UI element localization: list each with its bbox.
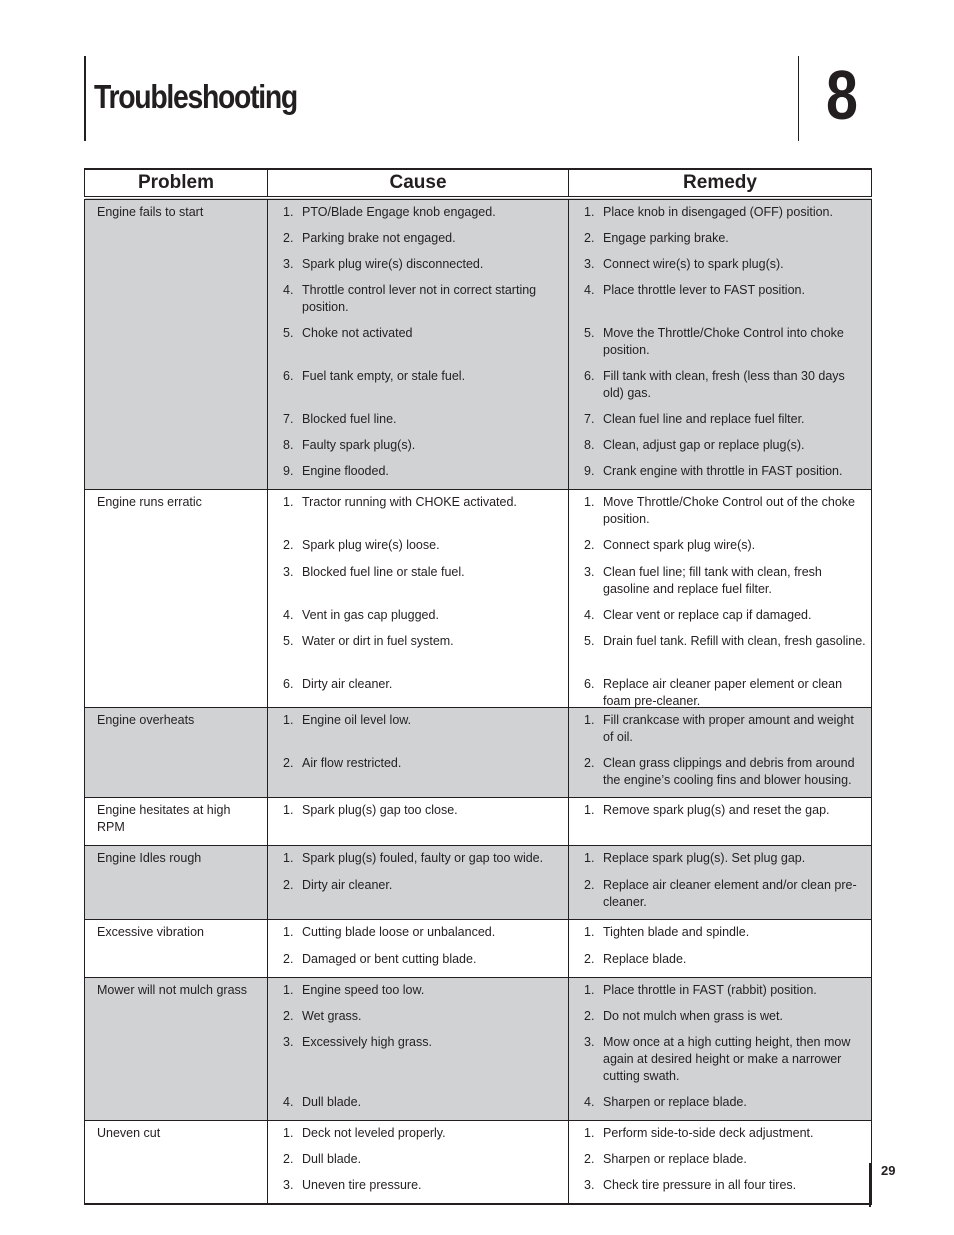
remedy-item <box>569 982 871 1008</box>
remedy-item <box>569 230 871 256</box>
problem-label: Mower will not mulch grass <box>97 983 248 997</box>
remedy-item-text: Clean fuel line; fill tank with clean, fresh gasoline and replace fuel filter. <box>603 565 822 596</box>
cause-item <box>268 607 568 633</box>
cause-item-text: Engine flooded. <box>302 464 389 478</box>
remedy-item <box>569 1008 871 1034</box>
item-number: 1. <box>283 983 294 997</box>
item-number: 2. <box>283 756 294 770</box>
table-row <box>85 1121 872 1205</box>
cause-item-text: Deck not leveled properly. <box>302 1126 446 1140</box>
remedy-cell <box>569 798 872 846</box>
problem-label: Uneven cut <box>97 1126 161 1140</box>
cause-cell <box>268 798 569 846</box>
column-header-cause: Cause <box>268 169 569 198</box>
item-number: 4. <box>283 608 294 622</box>
item-number: 5. <box>584 326 595 340</box>
remedy-item <box>569 204 871 230</box>
cause-item-text: Uneven tire pressure. <box>302 1178 422 1192</box>
cause-item-text: Damaged or bent cutting blade. <box>302 952 477 966</box>
remedy-item-text: Mow once at a high cutting height, then mow again at desired height or make a narrower cutting swath. <box>603 1035 851 1083</box>
remedy-item <box>569 1094 871 1117</box>
problem-cell <box>85 708 268 798</box>
item-number: 1. <box>283 1126 294 1140</box>
column-header-problem: Problem <box>85 169 268 198</box>
cause-item <box>268 1151 568 1177</box>
remedy-item-text: Place throttle in FAST (rabbit) position. <box>603 983 817 997</box>
cause-cell <box>268 490 569 708</box>
cause-item <box>268 411 568 437</box>
remedy-item-text: Move Throttle/Choke Control out of the choke position. <box>603 495 855 526</box>
cause-item <box>268 924 568 951</box>
item-number: 1. <box>283 803 294 817</box>
problem-cell <box>85 846 268 920</box>
table-row <box>85 708 872 798</box>
cause-item-text: Cutting blade loose or unbalanced. <box>302 925 496 939</box>
item-number: 1. <box>283 205 294 219</box>
remedy-item <box>569 368 871 411</box>
cause-item-text: Engine speed too low. <box>302 983 425 997</box>
item-number: 1. <box>283 495 294 509</box>
item-number: 1. <box>584 1126 595 1140</box>
item-number: 2. <box>283 538 294 552</box>
item-number: 7. <box>584 412 595 426</box>
cause-item <box>268 755 568 794</box>
item-number: 3. <box>584 1035 595 1049</box>
remedy-item-text: Clean fuel line and replace fuel filter. <box>603 412 805 426</box>
remedy-cell <box>569 1121 872 1205</box>
item-number: 6. <box>283 677 294 691</box>
problem-label: Engine hesitates at high RPM <box>97 803 231 834</box>
item-number: 6. <box>584 369 595 383</box>
remedy-item-text: Connect spark plug wire(s). <box>603 538 756 552</box>
problem-label: Engine runs erratic <box>97 495 202 509</box>
cause-item-text: Air flow restricted. <box>302 756 402 770</box>
problem-label: Engine fails to start <box>97 205 204 219</box>
cause-item <box>268 877 568 916</box>
item-number: 6. <box>283 369 294 383</box>
remedy-item-text: Drain fuel tank. Refill with clean, fresh gasoline. <box>603 634 866 648</box>
cause-cell <box>268 198 569 490</box>
problem-label: Engine Idles rough <box>97 851 202 865</box>
item-number: 3. <box>283 1178 294 1192</box>
item-number: 2. <box>584 231 595 245</box>
problem-cell <box>85 920 268 978</box>
cause-item-text: Choke not activated <box>302 326 413 340</box>
remedy-item <box>569 463 871 486</box>
cause-item-text: Blocked fuel line. <box>302 412 397 426</box>
cause-cell <box>268 920 569 978</box>
remedy-item <box>569 437 871 463</box>
cause-item <box>268 633 568 676</box>
remedy-cell <box>569 708 872 798</box>
cause-item <box>268 850 568 877</box>
item-number: 2. <box>584 1152 595 1166</box>
item-number: 4. <box>584 608 595 622</box>
remedy-item <box>569 411 871 437</box>
cause-item <box>268 1094 568 1117</box>
item-number: 3. <box>584 1178 595 1192</box>
item-number: 3. <box>584 257 595 271</box>
remedy-item-text: Do not mulch when grass is wet. <box>603 1009 783 1023</box>
problem-cell <box>85 490 268 708</box>
cause-item-text: Throttle control lever not in correct starting position. <box>302 283 537 314</box>
remedy-cell <box>569 490 872 708</box>
item-number: 6. <box>584 677 595 691</box>
item-number: 2. <box>283 1152 294 1166</box>
remedy-item <box>569 282 871 325</box>
cause-item <box>268 437 568 463</box>
remedy-item-text: Replace air cleaner paper element or clean foam pre-cleaner. <box>603 677 843 708</box>
cause-item-text: Dull blade. <box>302 1152 362 1166</box>
cause-item-text: Blocked fuel line or stale fuel. <box>302 565 465 579</box>
table-row <box>85 798 872 846</box>
cause-item-text: Faulty spark plug(s). <box>302 438 416 452</box>
table-row <box>85 490 872 708</box>
remedy-item <box>569 951 871 974</box>
table-row <box>85 846 872 920</box>
cause-item-text: Tractor running with CHOKE activated. <box>302 495 517 509</box>
cause-item-text: Parking brake not engaged. <box>302 231 456 245</box>
item-number: 3. <box>283 565 294 579</box>
item-number: 2. <box>584 878 595 892</box>
item-number: 7. <box>283 412 294 426</box>
remedy-item-text: Perform side-to-side deck adjustment. <box>603 1126 814 1140</box>
cause-item-text: Vent in gas cap plugged. <box>302 608 439 622</box>
remedy-item-text: Sharpen or replace blade. <box>603 1095 747 1109</box>
chapter-number: 8 <box>826 56 858 134</box>
item-number: 1. <box>584 495 595 509</box>
remedy-item-text: Clear vent or replace cap if damaged. <box>603 608 812 622</box>
cause-item-text: Dirty air cleaner. <box>302 878 393 892</box>
cause-item <box>268 802 568 842</box>
problem-cell <box>85 798 268 846</box>
remedy-item-text: Replace spark plug(s). Set plug gap. <box>603 851 806 865</box>
remedy-cell <box>569 920 872 978</box>
item-number: 4. <box>283 283 294 297</box>
cause-cell <box>268 708 569 798</box>
cause-item <box>268 282 568 325</box>
cause-item-text: Excessively high grass. <box>302 1035 432 1049</box>
cause-item <box>268 494 568 537</box>
item-number: 2. <box>283 952 294 966</box>
table-row <box>85 198 872 490</box>
item-number: 5. <box>283 326 294 340</box>
item-number: 3. <box>584 565 595 579</box>
item-number: 2. <box>283 1009 294 1023</box>
remedy-item-text: Place throttle lever to FAST position. <box>603 283 805 297</box>
remedy-cell <box>569 846 872 920</box>
chapter-divider-rule <box>798 56 799 141</box>
remedy-item-text: Crank engine with throttle in FAST position. <box>603 464 843 478</box>
remedy-item-text: Remove spark plug(s) and reset the gap. <box>603 803 830 817</box>
item-number: 1. <box>283 925 294 939</box>
remedy-item-text: Clean grass clippings and debris from around the engine’s cooling fins and blower housing. <box>603 756 855 787</box>
cause-item <box>268 1034 568 1094</box>
item-number: 2. <box>584 538 595 552</box>
problem-label: Excessive vibration <box>97 925 204 939</box>
cause-item-text: Spark plug(s) gap too close. <box>302 803 458 817</box>
cause-item <box>268 982 568 1008</box>
item-number: 5. <box>584 634 595 648</box>
remedy-item-text: Sharpen or replace blade. <box>603 1152 747 1166</box>
cause-cell <box>268 1121 569 1205</box>
item-number: 2. <box>283 231 294 245</box>
item-number: 9. <box>283 464 294 478</box>
table-header-row <box>85 169 872 198</box>
page-number: 29 <box>881 1163 896 1178</box>
cause-cell <box>268 846 569 920</box>
cause-item <box>268 1008 568 1034</box>
item-number: 8. <box>584 438 595 452</box>
remedy-item <box>569 537 871 564</box>
remedy-item <box>569 802 871 842</box>
problem-label: Engine overheats <box>97 713 195 727</box>
item-number: 2. <box>584 756 595 770</box>
cause-item <box>268 537 568 564</box>
cause-item-text: PTO/Blade Engage knob engaged. <box>302 205 496 219</box>
item-number: 3. <box>283 1035 294 1049</box>
cause-item-text: Spark plug wire(s) loose. <box>302 538 440 552</box>
remedy-item <box>569 676 871 708</box>
title-left-rule <box>84 56 86 141</box>
remedy-item-text: Fill tank with clean, fresh (less than 30 days old) gas. <box>603 369 845 400</box>
remedy-item-text: Replace blade. <box>603 952 687 966</box>
remedy-item-text: Clean, adjust gap or replace plug(s). <box>603 438 805 452</box>
remedy-item <box>569 1151 871 1177</box>
item-number: 2. <box>584 1009 595 1023</box>
remedy-item <box>569 325 871 368</box>
cause-cell <box>268 978 569 1121</box>
remedy-item <box>569 712 871 755</box>
cause-item-text: Dirty air cleaner. <box>302 677 393 691</box>
item-number: 2. <box>584 952 595 966</box>
item-number: 3. <box>283 257 294 271</box>
item-number: 1. <box>584 851 595 865</box>
cause-item <box>268 204 568 230</box>
remedy-item-text: Check tire pressure in all four tires. <box>603 1178 797 1192</box>
remedy-item <box>569 494 871 537</box>
item-number: 9. <box>584 464 595 478</box>
cause-item-text: Dull blade. <box>302 1095 362 1109</box>
item-number: 1. <box>584 925 595 939</box>
remedy-cell <box>569 978 872 1121</box>
item-number: 1. <box>584 983 595 997</box>
cause-item <box>268 1177 568 1200</box>
page-title: Troubleshooting <box>94 78 297 115</box>
item-number: 1. <box>283 713 294 727</box>
cause-item <box>268 230 568 256</box>
problem-cell <box>85 1121 268 1205</box>
remedy-item-text: Move the Throttle/Choke Control into choke position. <box>603 326 844 357</box>
cause-item-text: Spark plug wire(s) disconnected. <box>302 257 484 271</box>
cause-item <box>268 256 568 282</box>
item-number: 8. <box>283 438 294 452</box>
cause-item-text: Engine oil level low. <box>302 713 412 727</box>
item-number: 1. <box>584 713 595 727</box>
cause-item-text: Fuel tank empty, or stale fuel. <box>302 369 466 383</box>
remedy-item <box>569 633 871 676</box>
remedy-item <box>569 564 871 607</box>
item-number: 1. <box>584 205 595 219</box>
table-row <box>85 920 872 978</box>
troubleshooting-table <box>84 168 872 1205</box>
cause-item <box>268 1125 568 1151</box>
remedy-item <box>569 850 871 877</box>
cause-item-text: Spark plug(s) fouled, faulty or gap too wide. <box>302 851 544 865</box>
item-number: 4. <box>584 1095 595 1109</box>
remedy-item <box>569 607 871 633</box>
problem-cell <box>85 978 268 1121</box>
remedy-item-text: Connect wire(s) to spark plug(s). <box>603 257 784 271</box>
cause-item-text: Water or dirt in fuel system. <box>302 634 454 648</box>
remedy-item-text: Fill crankcase with proper amount and weight of oil. <box>603 713 854 744</box>
remedy-item <box>569 877 871 916</box>
cause-item <box>268 676 568 704</box>
remedy-item-text: Engage parking brake. <box>603 231 729 245</box>
remedy-cell <box>569 198 872 490</box>
cause-item <box>268 712 568 755</box>
cause-item <box>268 951 568 974</box>
remedy-item-text: Tighten blade and spindle. <box>603 925 750 939</box>
remedy-item-text: Place knob in disengaged (OFF) position. <box>603 205 833 219</box>
remedy-item-text: Replace air cleaner element and/or clean pre-cleaner. <box>603 878 857 909</box>
cause-item <box>268 463 568 486</box>
problem-cell <box>85 198 268 490</box>
item-number: 2. <box>283 878 294 892</box>
remedy-item <box>569 1034 871 1094</box>
item-number: 1. <box>283 851 294 865</box>
table-row <box>85 978 872 1121</box>
item-number: 1. <box>584 803 595 817</box>
cause-item <box>268 564 568 607</box>
cause-item <box>268 368 568 411</box>
cause-item <box>268 325 568 368</box>
remedy-item <box>569 1125 871 1151</box>
cause-item-text: Wet grass. <box>302 1009 362 1023</box>
remedy-item <box>569 755 871 794</box>
item-number: 4. <box>283 1095 294 1109</box>
item-number: 4. <box>584 283 595 297</box>
item-number: 5. <box>283 634 294 648</box>
remedy-item <box>569 1177 871 1200</box>
column-header-remedy: Remedy <box>569 169 872 198</box>
remedy-item <box>569 924 871 951</box>
remedy-item <box>569 256 871 282</box>
